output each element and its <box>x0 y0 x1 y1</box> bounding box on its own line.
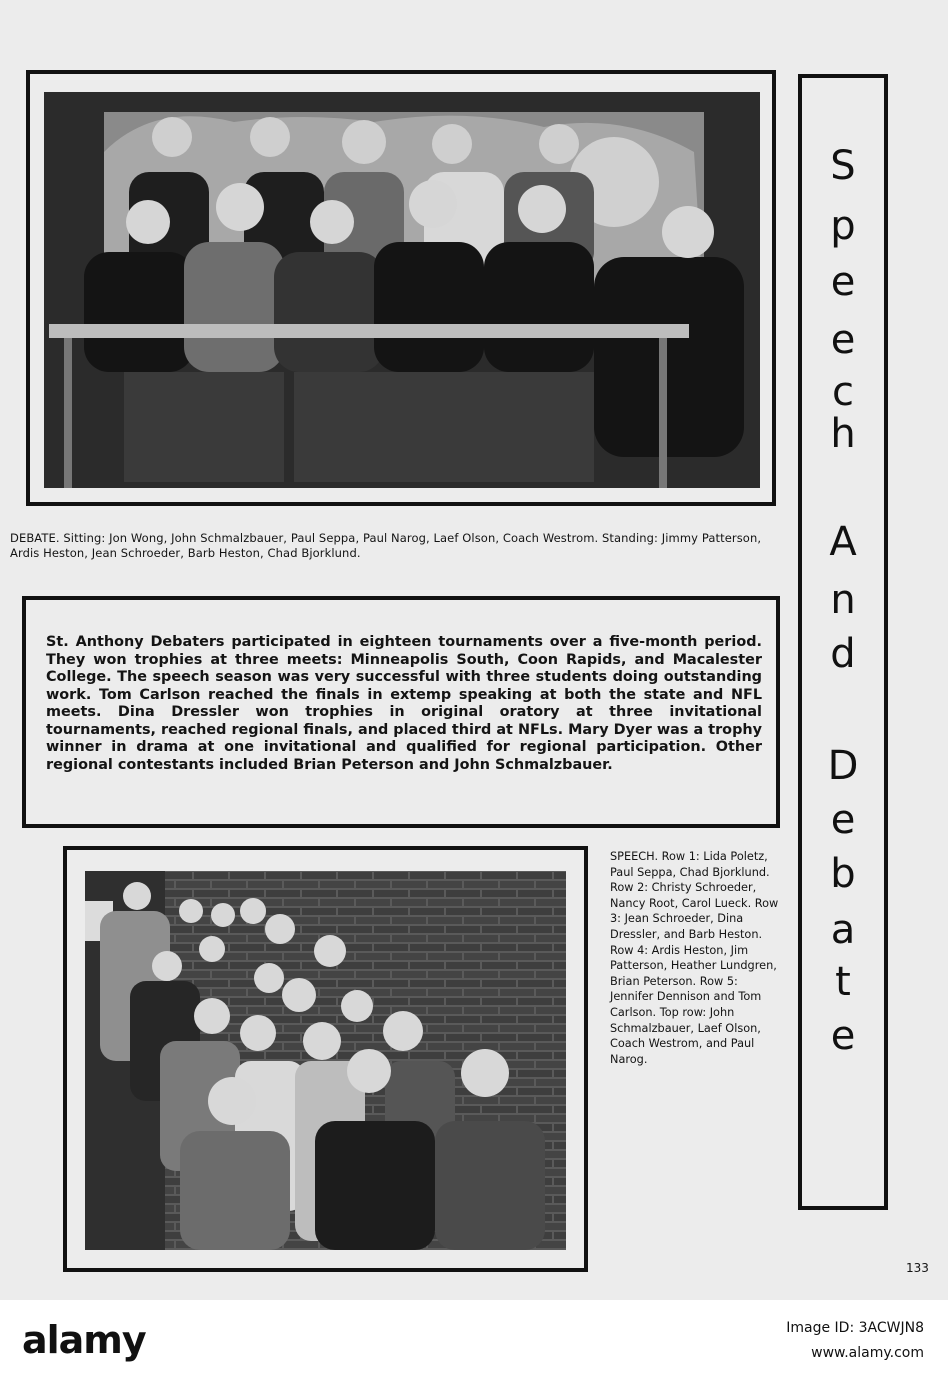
debate-photo-caption: DEBATE. Sitting: Jon Wong, John Schmalzbauer, Paul Seppa, Paul Narog, Laef Olson, Coach Westrom. Standing: Jimmy Patterson, Ardis Heston, Jean Schroeder, Barb Heston, Chad Bjorklund. <box>10 531 762 560</box>
title-letter: a <box>830 907 856 953</box>
alamy-logo: alamy <box>22 1318 146 1362</box>
image-id: Image ID: 3ACWJN8 <box>786 1320 924 1336</box>
title-letter: D <box>827 743 859 789</box>
title-letter: b <box>830 851 856 897</box>
title-letter: t <box>835 959 851 1005</box>
stock-footer <box>0 1300 948 1390</box>
title-letter: e <box>830 259 856 305</box>
title-letter: e <box>830 797 856 843</box>
article-text-box <box>22 596 780 828</box>
title-letter: S <box>830 143 856 189</box>
page-number: 133 <box>906 1261 929 1275</box>
title-letter: e <box>830 1013 856 1059</box>
title-letter: e <box>830 317 856 363</box>
title-letter: p <box>830 203 856 249</box>
title-letter: c <box>832 369 854 415</box>
footer-url: www.alamy.com <box>811 1345 924 1361</box>
speech-photo-caption: SPEECH. Row 1: Lida Poletz, Paul Seppa, Chad Bjorklund. Row 2: Christy Schroeder, Nancy Root, Carol Lueck. Row 3: Jean Schroeder, Dina Dressler, and Barb Heston. Row 4: Ardis Heston, Jim Patterson, Heather Lundgren, Brian Peterson. Row 5: Jennifer Dennison and Tom Carlson. Top row: John Schmalzbauer, Laef Olson, Coach Westrom, and Paul Narog. <box>610 850 779 1066</box>
section-title-box <box>798 74 888 1210</box>
title-letter: A <box>829 519 857 565</box>
title-letter: n <box>830 577 856 623</box>
title-letter: d <box>830 631 856 677</box>
title-letter: h <box>830 411 856 457</box>
speech-team-photo <box>85 871 566 1250</box>
debate-team-photo <box>44 92 760 488</box>
article-body: St. Anthony Debaters participated in eighteen tournaments over a five-month period. They won trophies at three meets: Minneapolis South, Coon Rapids, and Macalester College. The speech season was very successful with three students doing outstanding work. Tom Carlson reached the finals in extemp speaking at both the state and NFL meets. Dina Dressler won trophies in original oratory at three invitational tournaments, reached regional finals, and placed third at NFLs. Mary Dyer was a trophy winner in drama at one invitational and qualified for regional participation. Other regional contestants included Brian Peterson and John Schmalzbauer. <box>46 634 762 773</box>
